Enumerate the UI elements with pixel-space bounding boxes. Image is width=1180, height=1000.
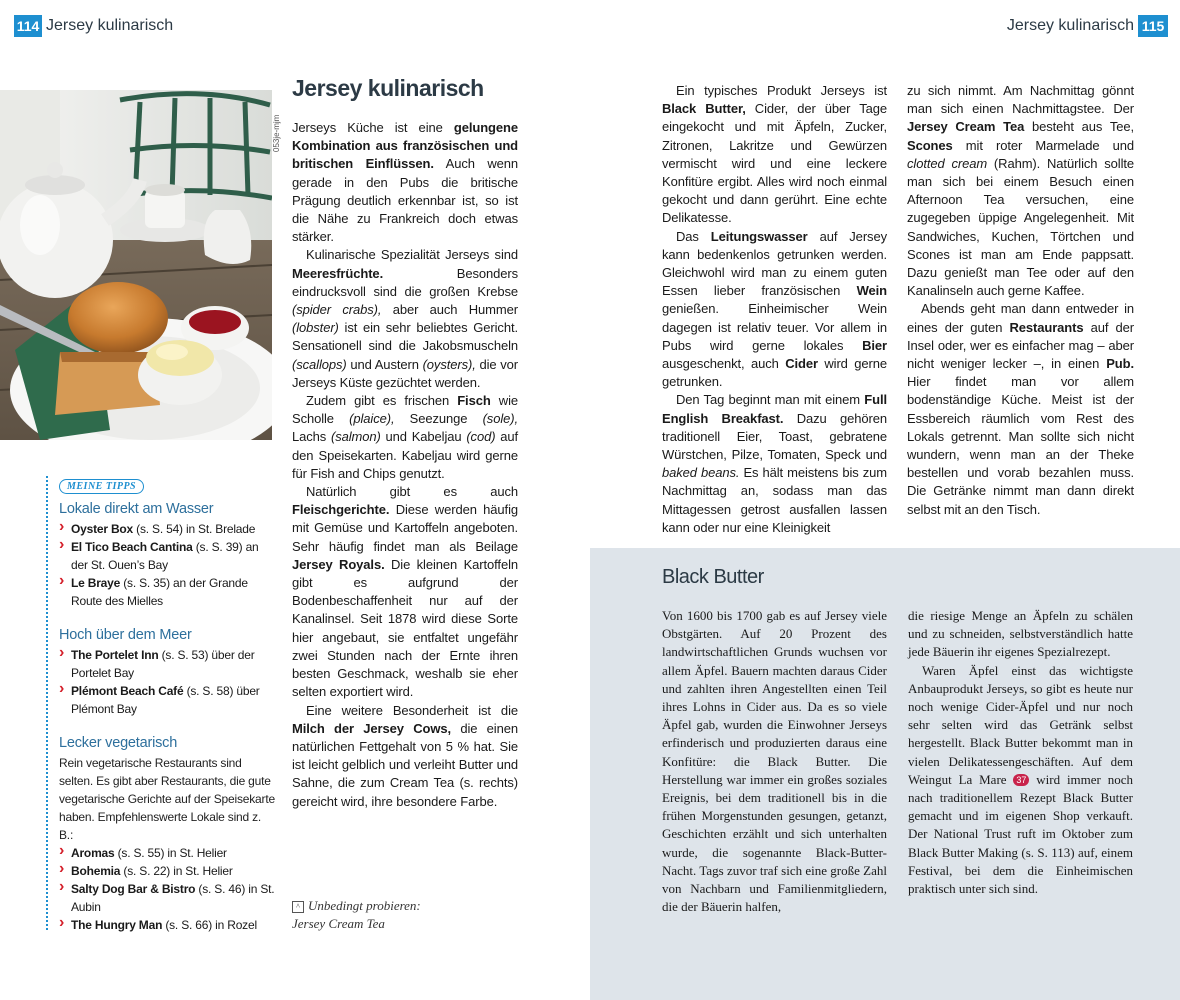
paragraph: Ein typisches Produkt Jerseys ist Black Butter, Cider, der über Tage eingekocht und mit Äpfeln, Zucker, Zitronen, Lakritze und Gewürzen vermischt wird und eine leckere Konfitüre ergibt. Alles wird noch einmal gekocht und dann gerührt. Eine echte Delikatesse. [662,83,887,226]
venue-ref: (s. S. 55) in St. Helier [114,846,227,860]
tips-list [59,520,275,610]
venue-name: Bohemia [71,864,121,878]
paragraph: zu sich nimmt. Am Nachmittag gönnt man sich einen Nachmittagstee. Der Jersey Cream Tea besteht aus Tee, Scones mit roter Marmelade und clotted cream (Rahm). Natürlich sollte man sich bei einem Besuch einen Afternoon Tea versuchen, eine zugegeben üppige Angelegenheit. Mit Sandwiches, Kuchen, Törtchen und Scones ist man am Ende pappsatt. Dazu genießt man Tee oder auf den Kanalinseln auch gerne Kaffee. [907,83,1135,299]
cream-tea-illustration [0,90,272,440]
paragraph: Den Tag beginnt man mit einem Full English Breakfast. Dazu gehören traditionell Eier, Toast, gebratene Würstchen, Pilze, Tomaten, Speck und baked beans. Es hält meistens bis zum Nachmittag an, sodass man das Mittagessen getrost ausfallen lassen kann oder nur eine Kleinigkeit [662,392,887,535]
must-try-icon: ^ [292,901,304,913]
venue-name: Plémont Beach Café [71,684,184,698]
paragraph: Abends geht man dann entweder in eines der guten Restaurants auf der Insel oder, wer es einfacher mag – aber nicht weniger lecker –, in einen Pub. Hier findet man vor allem bodenständige Küche. Meist ist der Essbereich räumlich vom Rest des Lokals getrennt. Man sollte sich nicht wundern, wenn man an der Theke bestellen und vorab bezahlen muss. Die Getränke nimmt man dann direkt selbst mit an den Tisch. [907,301,1134,517]
list-item [59,844,275,862]
article-column-right [907,82,1134,519]
running-header-left: Jersey kulinarisch [46,17,174,34]
venue-name: El Tico Beach Cantina [71,540,193,554]
tips-intro: Rein vegetarische Restaurants sind selten. Es gibt aber Restaurants, die gute vegetarische Gerichte auf der Speisekarte haben. Empfehlenswerte Lokale sind z. B.: [59,756,275,842]
venue-ref: (s. S. 22) in St. Helier [120,864,233,878]
venue-ref: (s. S. 35) an der Grande Route des Mielles [71,576,248,608]
venue-name: Le Braye [71,576,121,590]
running-header-right: Jersey kulinarisch [1006,17,1134,34]
must-try-label: Unbedingt probieren: [308,898,421,913]
list-item [59,574,275,610]
tips-section [59,626,275,718]
sidebar-column-left [662,607,887,916]
page-number-left: 114 [14,15,42,37]
paragraph: Eine weitere Besonderheit ist die Milch der Jersey Cows, die einen natürlichen Fettgehalt von 5 % hat. Sie ist leicht gelblich und verleiht Butter und Sahne, die zum Cream Tea (s. rechts) gereicht wird, ihre besondere Farbe. [292,702,518,809]
venue-name: Aromas [71,846,115,860]
paragraph: Waren Äpfel einst das wichtigste Anbauprodukt Jerseys, so gibt es heute nur noch wenige Cider-Äpfel und nur noch sehr selten wird das Getränk selbst hergestellt. Black Butter bekommt man in vielen Delikatessengeschäften. Auf dem Weingut La Mare 37 wird immer noch nach traditionellem Rezept Black Butter gemacht und im eigenen Shop verkauft. Der National Trust ruft im Oktober zum Black Butter Making (s. S. 113) auf, einem Festival, bei dem die Einheimischen praktisch unter sich sind. [908,662,1133,897]
tips-list [59,646,275,718]
article-column-middle [662,82,887,537]
venue-ref: (s. S. 54) in St. Brelade [133,522,256,536]
list-item [59,916,275,934]
cream-tea-photo [0,90,272,440]
list-item [59,682,275,718]
article-title: Jersey kulinarisch [292,75,484,101]
tips-box [46,476,275,930]
paragraph: Das Leitungswasser auf Jersey kann bedenkenlos getrunken werden. Gleichwohl wird man zu einem guten Essen lieber französischen Wein genießen. Einheimischer Wein dagegen ist relativ teuer. Vor allem in Pubs wird gerne lokales Bier ausgeschenkt, auch Cider wird gerne getrunken. [662,228,887,390]
page-number-right: 115 [1138,15,1168,37]
list-item [59,880,275,916]
venue-ref: (s. S. 66) in Rozel [162,918,257,932]
article-column-left [292,119,518,811]
paragraph: Jerseys Küche ist eine gelungene Kombination aus französischen und britischen Einflüssen. Auch wenn gerade in den Pubs die britische Prägung deutlich erkennbar ist, so ist die Nähe zu Frankreich doch etwas stärker. [292,120,519,245]
tips-section [59,500,275,610]
venue-ref: (s. S. 46) in St. Aubin [71,882,275,914]
paragraph: Natürlich gibt es auch Fleischgerichte. Diese werden häufig mit Gemüse und Kartoffeln angeboten. Sehr häufig findet man als Beilage Jersey Royals. Die kleinen Kartoffeln gibt es aufgrund der Bodenbeschaffenheit nur auf der Kanalinsel. Seit 1878 wird diese Sorte hier angebaut, sie entfaltet ungefähr zwei Stunden nach der Ernte ihren besten Geschmack, weshalb sie eher selten exportiert wird. [292,484,518,700]
venue-ref: (s. S. 39) an der St. Ouen’s Bay [71,540,259,572]
tips-list [59,844,275,934]
venue-name: The Hungry Man [71,918,163,932]
list-item [59,520,275,538]
paragraph: Kulinarische Spezialität Jerseys sind Meeresfrüchte. Besonders eindrucksvoll sind die großen Krebse (spider crabs), aber auch Hummer (lobster) ist ein sehr beliebtes Gericht. Sensationell sind die Jakobsmuscheln (scallops) und Austern (oysters), die vor Jerseys Küste gezüchtet werden. [292,247,518,390]
map-marker-badge: 37 [1013,774,1029,786]
sidebar-column-right [908,607,1133,898]
tips-heading: Lokale direkt am Wasser [59,501,214,517]
paragraph: Zudem gibt es frischen Fisch wie Scholle (plaice), Seezunge (sole), Lachs (salmon) und Kabeljau (cod) auf den Speisekarten. Kabeljau wird gerne für Fish and Chips genutzt. [292,393,519,481]
paragraph: Von 1600 bis 1700 gab es auf Jersey viele Obstgärten. Auf 20 Prozent des landwirtschaftlichen Grunds wuchsen vor allem Äpfel. Bauern machten daraus Cider und zahlten ihren Angestellten einen Teil ihres Lohns in Cider aus. Da es so viele Äpfel gab, wurden die Einwohner Jerseys erfinderisch und produzierten daraus eine Konfitüre: die Black Butter. Die Herstellung war immer ein großes soziales Ereignis, bei dem traditionell bis in die frühen Morgenstunden gesungen, getanzt, Geschichten erzählt und sich unterhalten wurde, die sogenannte Black-Butter-Nacht. Tags zuvor traf sich eine große Zahl von Nachbarn und Familienmitgliedern, die der Bäuerin halfen, [662,608,887,915]
venue-name: Salty Dog Bar & Bistro [71,882,196,896]
photo-credit: 053je-mjm [272,114,281,152]
paragraph: die riesige Menge an Äpfeln zu schälen und zu schneiden, selbstverständlich hatte jede Bäuerin ihr eigenes Spezialrezept. [908,608,1133,660]
list-item [59,862,275,880]
venue-ref: (s. S. 53) über der Portelet Bay [71,648,255,680]
tips-section [59,734,275,934]
must-try-note [292,897,421,933]
venue-name: Oyster Box [71,522,134,536]
list-item [59,646,275,682]
venue-ref: (s. S. 58) über Plémont Bay [71,684,260,716]
tips-heading: Hoch über dem Meer [59,627,192,643]
meine-tipps-logo: MEINE TIPPS [59,479,144,494]
venue-name: The Portelet Inn [71,648,159,662]
list-item [59,538,275,574]
must-try-value: Jersey Cream Tea [292,916,385,931]
sidebar-title: Black Butter [662,566,764,588]
tips-heading: Lecker vegetarisch [59,735,178,751]
